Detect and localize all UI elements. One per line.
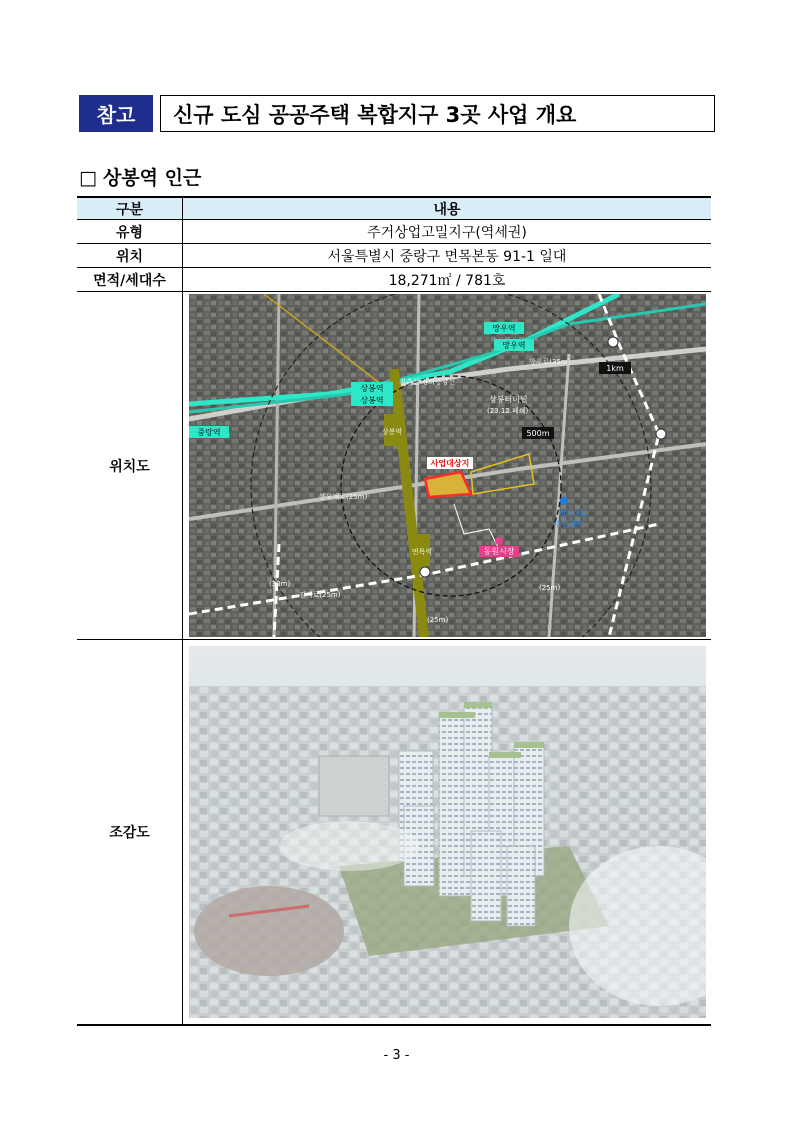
section-bullet: □ [79,167,97,189]
row-label: 조감도 [77,640,183,1026]
page-number: - 3 - [383,1048,410,1063]
center-label-2: 주민센터 [553,520,585,529]
rendering-cell [183,640,712,1026]
location-map-cell [183,292,712,640]
page-title: 신규 도심 공공주택 복합지구 3곳 사업 개요 [160,95,715,132]
road-25m-a: (25m) [538,584,560,592]
station-sangbong-1: 상봉역 [359,384,384,393]
road-bongu: 봉우재로(25m) [318,493,367,501]
section-heading [79,163,201,190]
reference-tag: 참고 [79,95,153,132]
rail-line-label: 경춘선·경의중앙선 [398,378,455,386]
row-label: 유형 [77,220,183,244]
row-value: 18,271㎡ / 781호 [183,268,712,292]
station-mangu-1: 망우역 [491,324,516,333]
table-row [77,220,711,244]
location-map [189,294,706,637]
market-label: 동원시장 [483,547,514,556]
row-label: 위치 [77,244,183,268]
table-row [77,268,711,292]
terminal-note: (23.12.폐쇄) [486,407,528,415]
terminal-label: 상봉터미널 [488,395,528,404]
station-sangbong-line7: 상봉역 [381,428,402,436]
row-label: 면적/세대수 [77,268,183,292]
aerial-rendering-svg [189,646,706,1018]
table-row [77,292,711,640]
aerial-rendering [189,646,706,1018]
header-category: 구분 [77,197,183,220]
station-myeonmok: 면목역 [411,548,432,556]
table-row [77,640,711,1026]
road-gyeomjae: 겸재로(25m) [298,591,340,599]
header-content: 내용 [183,197,712,220]
table-row [77,244,711,268]
road-30m: (30m) [268,580,290,588]
site-label: 사업대상지 [430,459,469,468]
station-sangbong-2: 상봉역 [359,396,384,405]
center-label: 망우3동 [558,509,587,518]
row-value: 주거상업고밀지구(역세권) [183,220,712,244]
road-mangu: 망우로(35m) [528,358,570,366]
distance-500m: 500m [525,429,550,438]
overview-table [77,196,711,1026]
station-mangu-2: 망우역 [501,341,526,350]
row-value: 서울특별시 중랑구 면목본동 91-1 일대 [183,244,712,268]
station-jungnang: 중랑역 [196,428,221,437]
page-header [79,95,715,132]
distance-1km: 1km [605,364,624,373]
row-label: 위치도 [77,292,183,640]
section-title: 상봉역 인근 [102,167,202,189]
location-map-svg [189,294,706,637]
road-25m-b: (25m) [426,616,448,624]
